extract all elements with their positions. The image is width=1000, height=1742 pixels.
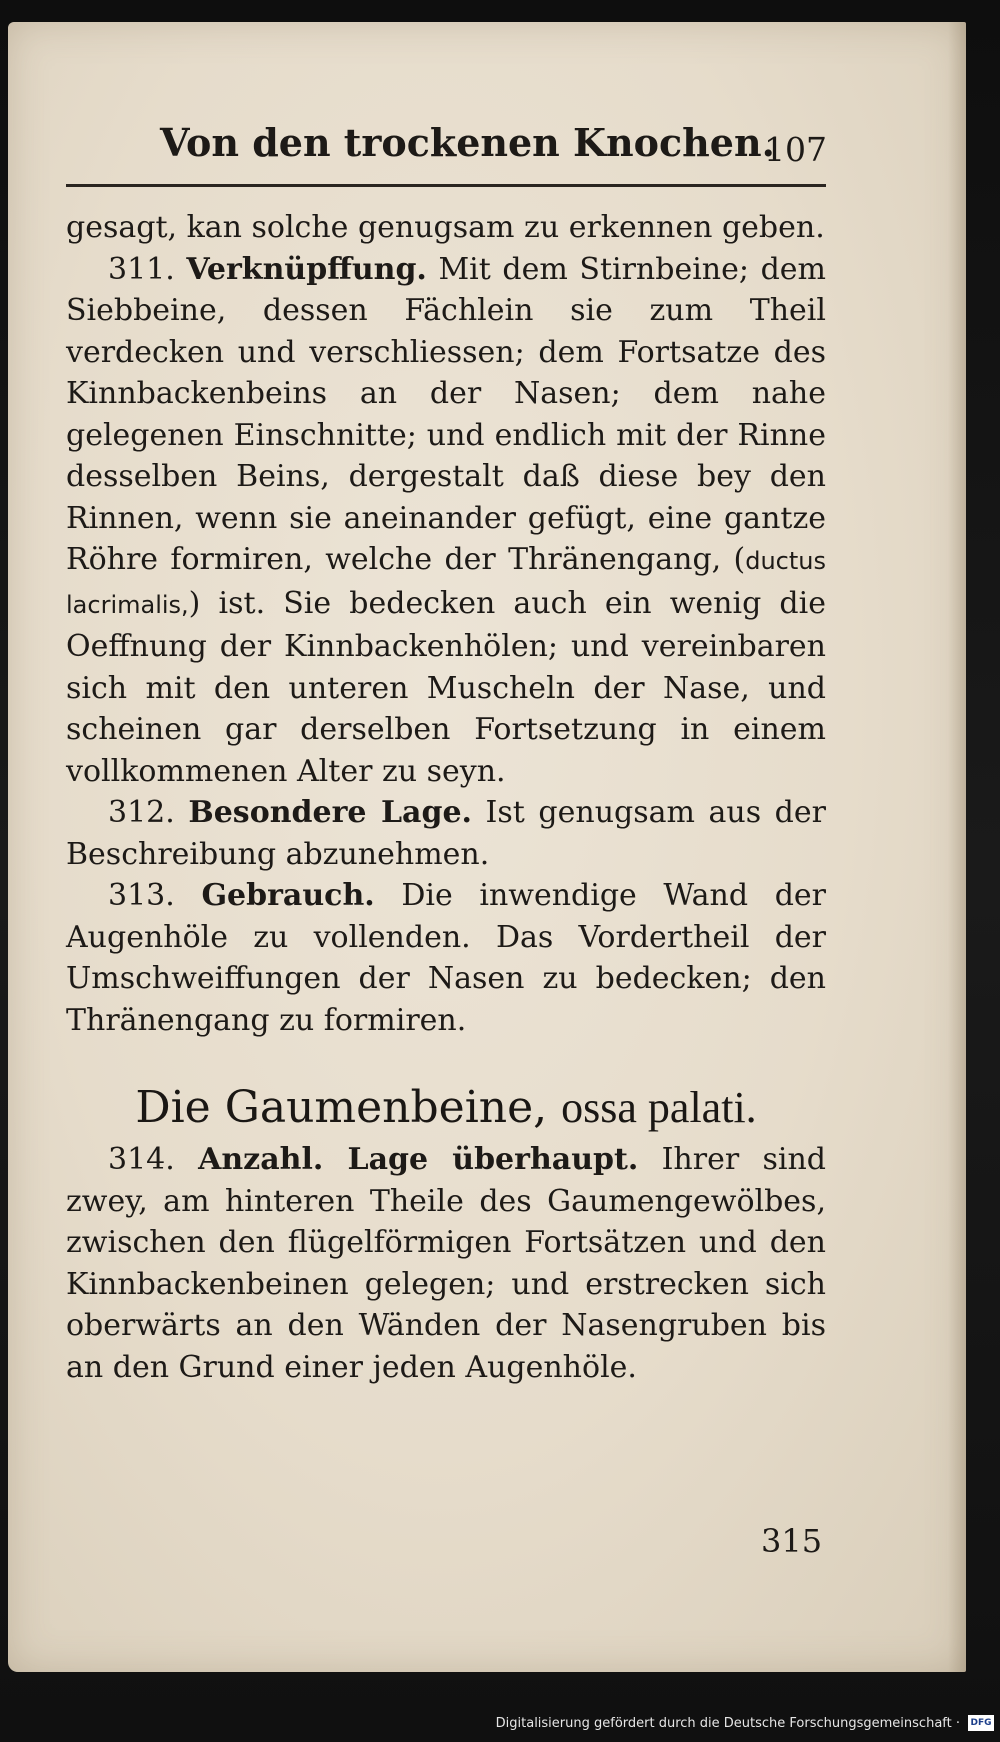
paragraph-continuation [66,207,826,249]
section-heading-german: Die Gaumenbeine, [135,1082,548,1133]
dfg-logo: DFG [968,1715,994,1731]
paragraph-number: 313. [108,878,175,913]
page-edge-shadow [948,22,966,1672]
page-number: 107 [764,130,827,169]
paragraph-text: ) ist. Sie bedecken auch ein wenig die Oeffnung der Kinnbackenhölen; und vereinbaren sich mit den unteren Muscheln der Nase, und scheinen gar derselben Fortsetzung in einem vollkommenen Alter zu seyn. [66,585,826,789]
running-title: Von den trockenen Knochen. [160,120,775,165]
header-rule [66,184,826,187]
section-heading [66,1081,826,1135]
paragraph-314 [66,1139,826,1388]
paragraph-text: Ist genugsam aus der Beschreibung abzunehmen. [66,795,826,872]
paragraph-number: 314. [108,1142,175,1177]
paragraph-text: gesagt, kan solche genugsam zu erkennen geben. [66,210,825,245]
body-text [66,207,826,1388]
paragraph-text: Mit dem Stirnbeine; dem Siebbeine, dessen Fächlein sie zum Theil verdecken und verschliessen; dem Fortsatze des Kinnbackenbeins an der Nasen; dem nahe gelegenen Einschnitte; und endlich mit der Rinne desselben Beins, dergestalt daß diese bey den Rinnen, wenn sie aneinander gefügt, eine gantze Röhre formiren, welche der Thränengang, ( [66,251,826,577]
digitization-credit: Digitalisierung gefördert durch die Deutsche Forschungsgemeinschaft · [495,1716,960,1731]
paragraph-number: 311. [108,251,175,287]
paragraph-number: 312. [108,795,175,830]
paragraph-label: Verknüpffung. [186,251,427,287]
paragraph-312 [66,792,826,875]
paragraph-313 [66,875,826,1041]
paragraph-311 [66,249,826,793]
latin-term: ductus lacrimalis, [66,547,826,619]
paragraph-text: Die inwendige Wand der Augenhöle zu vollenden. Das Vordertheil der Umschweiffungen der Nasen zu bedecken; den Thränengang zu formiren. [66,878,826,1038]
section-heading-latin: ossa palati. [561,1083,757,1132]
paragraph-label: Gebrauch. [201,878,375,913]
book-page [8,22,966,1672]
catchword: 315 [761,1522,823,1560]
paragraph-label: Anzahl. Lage überhaupt. [198,1142,639,1177]
paragraph-label: Besondere Lage. [188,795,472,830]
paragraph-text: Ihrer sind zwey, am hinteren Theile des Gaumengewölbes, zwischen den flügelförmigen Fortsätzen und den Kinnbackenbeinen gelegen; und erstrecken sich oberwärts an den Wänden der Nasengruben bis an den Grund einer jeden Augenhöle. [66,1142,826,1385]
